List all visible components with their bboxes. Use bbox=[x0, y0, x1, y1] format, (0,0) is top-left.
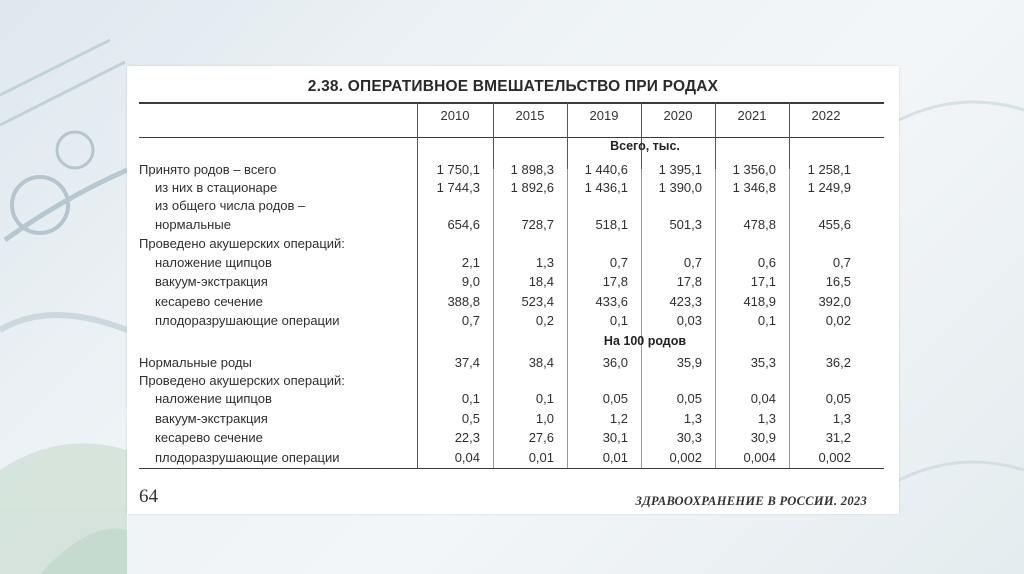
row-label: нормальные bbox=[155, 217, 231, 232]
table-cell: 0,7 bbox=[609, 255, 628, 270]
row-label: Принято родов – всего bbox=[139, 162, 277, 177]
table-cell: 2,1 bbox=[461, 255, 480, 270]
table-cell: 17,8 bbox=[602, 274, 628, 289]
rule-header-bottom bbox=[139, 137, 884, 138]
year-header: 2015 bbox=[515, 108, 545, 123]
table-cell: 17,8 bbox=[676, 274, 702, 289]
row-label: кесарево сечение bbox=[155, 430, 263, 445]
table-cell: 1 744,3 bbox=[436, 180, 480, 195]
row-label: из общего числа родов – bbox=[155, 198, 306, 213]
row-label: плодоразрушающие операции bbox=[155, 450, 340, 465]
table-cell: 35,9 bbox=[676, 355, 702, 370]
table-cell: 1 750,1 bbox=[436, 162, 480, 177]
section-header-per100: На 100 родов bbox=[603, 334, 687, 348]
table-cell: 1 440,6 bbox=[584, 162, 628, 177]
publication-title: ЗДРАВООХРАНЕНИЕ В РОССИИ. 2023 bbox=[635, 494, 867, 508]
table-cell: 1 356,0 bbox=[732, 162, 776, 177]
table-title: 2.38. ОПЕРАТИВНОЕ ВМЕШАТЕЛЬСТВО ПРИ РОДАХ bbox=[307, 78, 719, 95]
table-cell: 0,02 bbox=[825, 313, 851, 328]
year-header: 2022 bbox=[811, 108, 841, 123]
table-cell: 1,3 bbox=[832, 411, 851, 426]
table-cell: 392,0 bbox=[818, 294, 851, 309]
table-cell: 9,0 bbox=[461, 274, 480, 289]
table-cell: 0,03 bbox=[676, 313, 702, 328]
table-cell: 1 346,8 bbox=[732, 180, 776, 195]
table-cell: 1,3 bbox=[535, 255, 554, 270]
table-cell: 1 898,3 bbox=[510, 162, 554, 177]
table-cell: 1 395,1 bbox=[658, 162, 702, 177]
row-label: вакуум-экстракция bbox=[155, 411, 268, 426]
table-cell: 455,6 bbox=[818, 217, 851, 232]
table-cell: 654,6 bbox=[447, 217, 480, 232]
table-cell: 1,3 bbox=[683, 411, 702, 426]
table-cell: 0,7 bbox=[461, 313, 480, 328]
table-cell: 0,1 bbox=[461, 391, 480, 406]
table-cell: 1,0 bbox=[535, 411, 554, 426]
year-header: 2019 bbox=[589, 108, 619, 123]
row-label: кесарево сечение bbox=[155, 294, 263, 309]
table-cell: 0,004 bbox=[743, 450, 776, 465]
table-cell: 22,3 bbox=[454, 430, 480, 445]
table-cell: 0,7 bbox=[683, 255, 702, 270]
table-cell: 501,3 bbox=[669, 217, 702, 232]
table-cell: 0,2 bbox=[535, 313, 554, 328]
year-header: 2010 bbox=[440, 108, 470, 123]
table-cell: 0,04 bbox=[750, 391, 776, 406]
table-cell: 36,0 bbox=[602, 355, 628, 370]
row-label: плодоразрушающие операции bbox=[155, 313, 340, 328]
table-cell: 30,9 bbox=[750, 430, 776, 445]
table-cell: 18,4 bbox=[528, 274, 554, 289]
table-cell: 30,1 bbox=[602, 430, 628, 445]
year-header: 2021 bbox=[737, 108, 767, 123]
table-cell: 0,002 bbox=[669, 450, 702, 465]
table-cell: 38,4 bbox=[528, 355, 554, 370]
table-cell: 36,2 bbox=[825, 355, 851, 370]
section-header-total: Всего, тыс. bbox=[610, 139, 680, 153]
table-cell: 0,05 bbox=[825, 391, 851, 406]
column-divider bbox=[789, 169, 790, 469]
table-cell: 523,4 bbox=[521, 294, 554, 309]
table-cell: 31,2 bbox=[825, 430, 851, 445]
table-cell: 27,6 bbox=[528, 430, 554, 445]
table-cell: 1,2 bbox=[609, 411, 628, 426]
table-cell: 35,3 bbox=[750, 355, 776, 370]
table-cell: 17,1 bbox=[750, 274, 776, 289]
table-cell: 0,01 bbox=[602, 450, 628, 465]
column-divider bbox=[417, 102, 418, 469]
table-cell: 433,6 bbox=[595, 294, 628, 309]
year-header: 2020 bbox=[663, 108, 693, 123]
table-cell: 30,3 bbox=[676, 430, 702, 445]
table-cell: 0,05 bbox=[602, 391, 628, 406]
row-label: наложение щипцов bbox=[155, 255, 272, 270]
table-cell: 478,8 bbox=[743, 217, 776, 232]
table-cell: 0,7 bbox=[832, 255, 851, 270]
table-cell: 418,9 bbox=[743, 294, 776, 309]
table-cell: 0,5 bbox=[461, 411, 480, 426]
table-cell: 1 436,1 bbox=[584, 180, 628, 195]
table-cell: 0,6 bbox=[757, 255, 776, 270]
table-cell: 423,3 bbox=[669, 294, 702, 309]
table-cell: 0,1 bbox=[757, 313, 776, 328]
table-cell: 728,7 bbox=[521, 217, 554, 232]
row-label: Проведено акушерских операций: bbox=[139, 373, 345, 388]
row-label: из них в стационаре bbox=[155, 180, 278, 195]
table-cell: 1 892,6 bbox=[510, 180, 554, 195]
table-cell: 0,1 bbox=[609, 313, 628, 328]
table-cell: 0,05 bbox=[676, 391, 702, 406]
row-label: Проведено акушерских операций: bbox=[139, 236, 345, 251]
table-cell: 0,04 bbox=[454, 450, 480, 465]
table-cell: 16,5 bbox=[825, 274, 851, 289]
table-cell: 37,4 bbox=[454, 355, 480, 370]
table-cell: 518,1 bbox=[595, 217, 628, 232]
row-label: Нормальные роды bbox=[139, 355, 252, 370]
page-number: 64 bbox=[139, 486, 158, 507]
table-cell: 1,3 bbox=[757, 411, 776, 426]
table-cell: 1 390,0 bbox=[658, 180, 702, 195]
table-cell: 0,1 bbox=[535, 391, 554, 406]
table-cell: 0,002 bbox=[818, 450, 851, 465]
table-cell: 0,01 bbox=[528, 450, 554, 465]
statistics-page bbox=[127, 66, 899, 514]
rule-table-bottom bbox=[139, 468, 884, 469]
table-cell: 388,8 bbox=[447, 294, 480, 309]
rule-top bbox=[139, 102, 884, 104]
row-label: наложение щипцов bbox=[155, 391, 272, 406]
table-cell: 1 249,9 bbox=[807, 180, 851, 195]
table-cell: 1 258,1 bbox=[807, 162, 851, 177]
row-label: вакуум-экстракция bbox=[155, 274, 268, 289]
